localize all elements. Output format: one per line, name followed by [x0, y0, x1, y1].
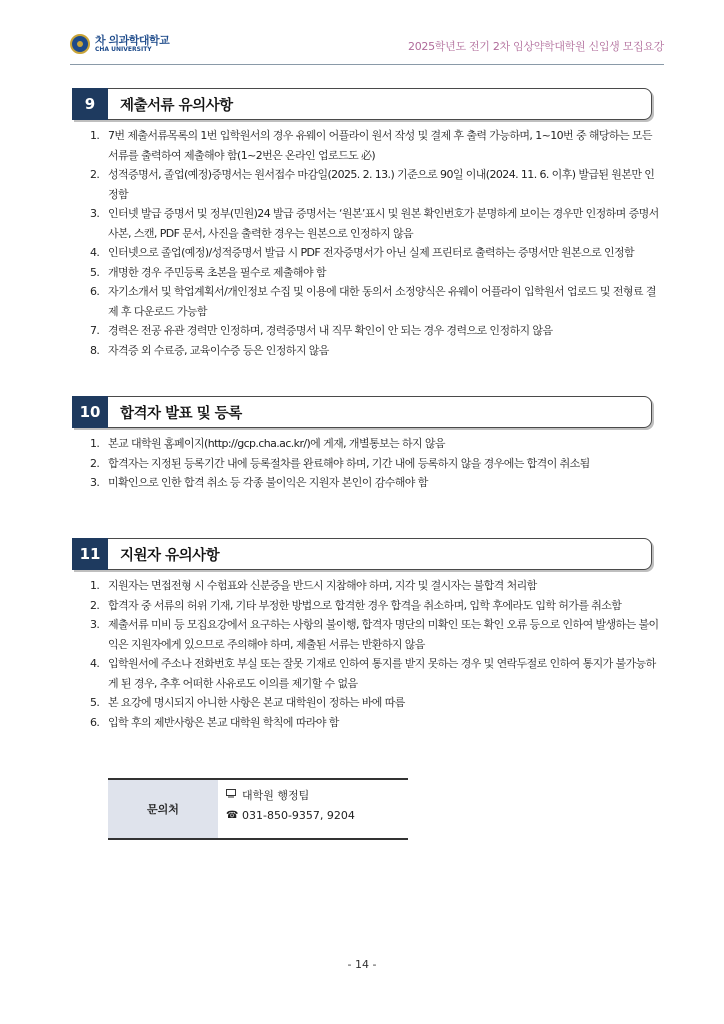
section-number: 10 [72, 396, 108, 428]
computer-icon [226, 786, 242, 806]
contact-label: 문의처 [108, 780, 218, 838]
list-item: 8. 자격증 외 수료증, 교육이수증 등은 인정하지 않음 [90, 343, 329, 357]
list-item: 4. 입학원서에 주소나 전화번호 부실 또는 잘못 기재로 인하여 통지를 받지 못하는 경우 및 연락두절로 인하여 통지가 불가능하게 된 경우, 추후 어떠한 사유로도 이의를 제기할 수 없음 [90, 657, 656, 690]
list-item: 3. 인터넷 발급 증명서 및 정부(민원)24 발급 증명서는 ‘원본’표시 및 원본 확인번호가 분명하게 보이는 경우만 인정하며 증명서 사본, 스캔, PDF 문서, 사진을 출력한 경우는 원본으로 인정하지 않음 [90, 207, 659, 240]
list-item: 7. 경력은 전공 유관 경력만 인정하며, 경력증명서 내 직무 확인이 안 되는 경우 경력으로 인정하지 않음 [90, 324, 553, 337]
list-item: 6. 입학 후의 제반사항은 본교 대학원 학칙에 따라야 함 [90, 715, 339, 729]
contact-office-row [226, 786, 408, 806]
list-item: 6. 자기소개서 및 학업계획서/개인정보 수집 및 이용에 대한 동의서 소정양식은 유웨이 어플라이 입학원서 업로드 및 전형료 결제 후 다운로드 가능함 [90, 285, 656, 318]
list-item: 5. 본 요강에 명시되지 아니한 사항은 본교 대학원이 정하는 바에 따름 [90, 696, 405, 709]
university-logo [70, 34, 169, 54]
section-number: 11 [72, 538, 108, 570]
contact-phone-row [226, 806, 408, 826]
section-11-heading [72, 538, 652, 570]
list-item: 5. 개명한 경우 주민등록 초본을 필수로 제출해야 함 [90, 265, 326, 279]
list-item: 2. 합격자 중 서류의 허위 기재, 기타 부정한 방법으로 합격한 경우 합격을 취소하며, 입학 후에라도 입학 허가를 취소함 [90, 598, 622, 612]
contact-table [108, 778, 408, 840]
contact-phone: 031-850-9357, 9204 [242, 809, 355, 822]
section-10-list [90, 434, 660, 493]
list-item: 1. 본교 대학원 홈페이지(http://gcp.cha.ac.kr/)에 게재, 개별통보는 하지 않음 [90, 437, 445, 450]
section-number: 9 [72, 88, 108, 120]
list-item: 2. 성적증명서, 졸업(예정)증명서는 원서접수 마감일(2025. 2. 13.) 기준으로 90일 이내(2024. 11. 6. 이후) 발급된 원본만 인정함 [90, 168, 655, 201]
list-item: 1. 지원자는 면접전형 시 수험표와 신분증을 반드시 지참해야 하며, 지각 및 결시자는 불합격 처리함 [90, 579, 537, 592]
list-item: 3. 미확인으로 인한 합격 취소 등 각종 불이익은 지원자 본인이 감수해야 함 [90, 476, 428, 489]
list-item: 2. 합격자는 지정된 등록기간 내에 등록절차를 완료해야 하며, 기간 내에 등록하지 않을 경우에는 합격이 취소됨 [90, 456, 590, 470]
logo-korean-text: 차 의과학대학교 [95, 34, 170, 47]
page-number: - 14 - [347, 958, 377, 971]
contact-office: 대학원 행정팀 [242, 789, 310, 802]
logo-english-text: CHA UNIVERSITY [95, 46, 152, 53]
list-item: 4. 인터넷으로 졸업(예정)/성적증명서 발급 시 PDF 전자증명서가 아닌 실제 프린터로 출력하는 증명서만 원본으로 인정함 [90, 246, 635, 259]
list-item: 1. 7번 제출서류목록의 1번 입학원서의 경우 유웨이 어플라이 원서 작성 및 결제 후 출력 가능하며, 1~10번 중 해당하는 모든 서류를 출력하여 제출해야 함(1~2번은 온라인 업로드도 必) [90, 129, 652, 162]
section-9-heading [72, 88, 652, 120]
section-11-list [90, 576, 660, 732]
section-title: 지원자 유의사항 [120, 547, 220, 564]
list-item: 3. 제출서류 미비 등 모집요강에서 요구하는 사항의 불이행, 합격자 명단의 미확인 또는 확인 오류 등으로 인하여 발생하는 불이익은 지원자에게 있으므로 주의해야 하며, 제출된 서류는 반환하지 않음 [90, 618, 659, 651]
section-10-heading [72, 396, 652, 428]
document-title: 2025학년도 전기 2차 임상약학대학원 신입생 모집요강 [408, 40, 664, 53]
section-title: 제출서류 유의사항 [120, 97, 233, 114]
section-9-list [90, 126, 660, 360]
telephone-icon: ☎ [226, 810, 239, 821]
section-title: 합격자 발표 및 등록 [120, 405, 242, 422]
university-seal-icon [70, 34, 90, 54]
page-header [70, 30, 664, 65]
